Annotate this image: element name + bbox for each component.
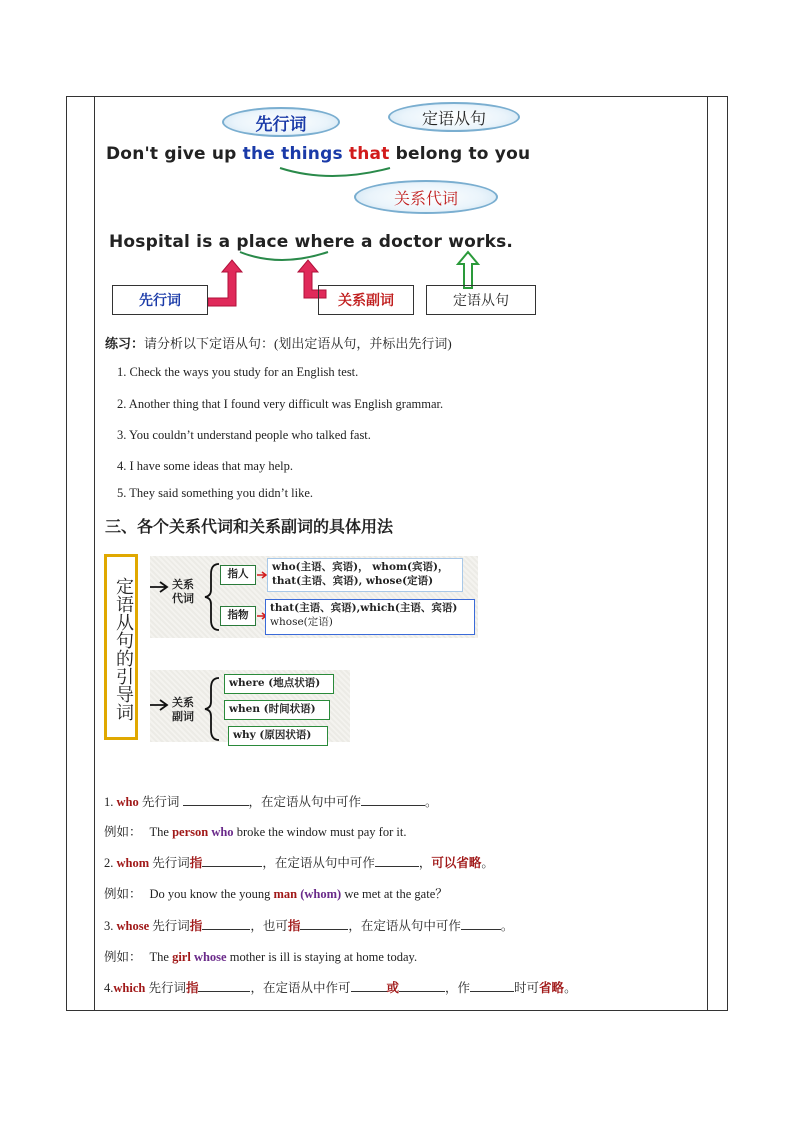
exercise-label: 练习： <box>105 336 145 351</box>
usage-text: ， <box>418 856 432 870</box>
usage-refers: 指 <box>189 919 203 933</box>
sentence1-part: Don't give up <box>106 144 243 164</box>
example-text: we met at the gate？ <box>341 887 448 901</box>
example-whom <box>104 884 448 902</box>
cloud-antecedent: 先行词 <box>222 107 340 137</box>
usage-text: 。 <box>564 981 577 995</box>
arrow-pronoun <box>150 580 172 594</box>
box-relative-adverb: 关系副词 <box>318 285 414 315</box>
example-antecedent: person <box>172 825 209 839</box>
sentence1-relative-pronoun: that <box>348 144 390 164</box>
relative-adverb-label: 关系 副词 <box>172 696 194 723</box>
usage-text: 。 <box>425 795 438 809</box>
cloud-clause: 定语从句 <box>388 102 520 132</box>
usage-omit: 可以省略 <box>431 856 482 870</box>
example-antecedent: girl <box>172 950 191 964</box>
sentence1-antecedent: the things <box>242 144 343 164</box>
example-text: Do you know the young <box>149 887 274 901</box>
example-text: The <box>149 825 173 839</box>
keyword-whom: whom <box>116 856 150 870</box>
box-clause: 定语从句 <box>426 285 536 315</box>
sentence1-rest: belong to you <box>389 144 531 164</box>
person-words <box>267 558 463 592</box>
usage-who <box>104 792 438 810</box>
example-who <box>104 822 406 840</box>
usage-omit: 省略 <box>539 981 565 995</box>
exercise-title <box>105 333 452 352</box>
usage-text: ，在定语从句中可作 <box>262 856 375 870</box>
person-words-line1: who(主语、宾语)， whom(宾语)， <box>272 561 449 573</box>
adverb-when: when (时间状语) <box>224 700 330 720</box>
thing-words-line2: whose(定语) <box>270 616 333 628</box>
exercise-item: 4. I have some ideas that may help. <box>117 459 293 473</box>
example-label: 例如： <box>104 950 142 964</box>
usage-number: 4. <box>104 981 114 995</box>
keyword-who: who <box>116 795 139 809</box>
usage-text: 。 <box>500 919 514 933</box>
usage-text: ，作 <box>445 981 471 995</box>
example-relative: who <box>211 825 234 839</box>
cloud-relative-pronoun: 关系代词 <box>354 180 498 214</box>
thing-words <box>265 599 475 635</box>
usage-refers: 指 <box>287 919 301 933</box>
exercise-item: 5. They said something you didn’t like. <box>117 486 314 500</box>
usage-text: 先行词 <box>149 919 190 933</box>
usage-text: 先行词 <box>149 856 190 870</box>
arrow-adverb <box>150 698 172 712</box>
usage-text: ，在定语从句中可作 <box>348 919 461 933</box>
adverb-why: why (原因状语) <box>228 726 328 746</box>
usage-whose <box>104 916 513 934</box>
usage-number: 2. <box>104 856 117 870</box>
table-left-divider <box>94 96 95 1011</box>
usage-number: 1. <box>104 795 117 809</box>
usage-text: 先行词 <box>145 981 186 995</box>
box-antecedent: 先行词 <box>112 285 208 315</box>
usage-text: 先行词 <box>138 795 183 809</box>
usage-which <box>104 978 577 996</box>
usage-refers: 指 <box>185 981 199 995</box>
person-words-line2: that(主语、宾语), whose(定语) <box>272 575 434 587</box>
usage-or: 或 <box>386 981 400 995</box>
keyword-which: which <box>113 981 146 995</box>
usage-number: 3. <box>104 919 117 933</box>
example-text: broke the window must pay for it. <box>233 825 407 839</box>
exercise-instructions: 请分析以下定语从句：(划出定语从句，并标出先行词) <box>144 336 452 351</box>
usage-refers: 指 <box>189 856 203 870</box>
arrow-green <box>454 250 484 290</box>
usage-text: ，在定语从中作可 <box>250 981 351 995</box>
example-label: 例如： <box>104 887 142 901</box>
example-whose <box>104 947 417 965</box>
usage-whom <box>104 853 494 871</box>
example-relative: (whom) <box>300 887 342 901</box>
usage-text: ，在定语从句中可作 <box>248 795 362 809</box>
brace-adverb <box>203 676 223 742</box>
thing-words-line1: that(主语、宾语),which(主语、宾语) <box>270 602 458 614</box>
exercise-item: 3. You couldn’t understand people who talked fast. <box>117 428 371 442</box>
example-sentence-1 <box>106 144 530 164</box>
relative-pronoun-label: 关系 代词 <box>172 578 194 605</box>
usage-text: 。 <box>481 856 494 870</box>
example-label: 例如： <box>104 825 142 839</box>
sentence1-link-curve <box>270 162 400 184</box>
adverb-where: where (地点状语) <box>224 674 334 694</box>
table-right-divider <box>707 96 708 1011</box>
exercise-item: 2. Another thing that I found very difficult was English grammar. <box>117 397 444 411</box>
vertical-label: 定语从句的引导词 <box>104 554 138 740</box>
section-heading: 三、各个关系代词和关系副词的具体用法 <box>105 517 394 536</box>
thing-label: 指物 <box>220 606 256 626</box>
example-text: mother is ill is staying at home today. <box>226 950 418 964</box>
example-text: The <box>149 950 173 964</box>
example-antecedent: man <box>273 887 298 901</box>
usage-text: ，也可 <box>250 919 288 933</box>
example-relative: whose <box>193 950 227 964</box>
keyword-whose: whose <box>116 919 150 933</box>
example-sentence-2: Hospital is a place where a doctor works. <box>109 232 514 252</box>
exercise-item: 1. Check the ways you study for an English test. <box>117 365 359 379</box>
usage-text: 时可 <box>514 981 540 995</box>
person-label: 指人 <box>220 565 256 585</box>
